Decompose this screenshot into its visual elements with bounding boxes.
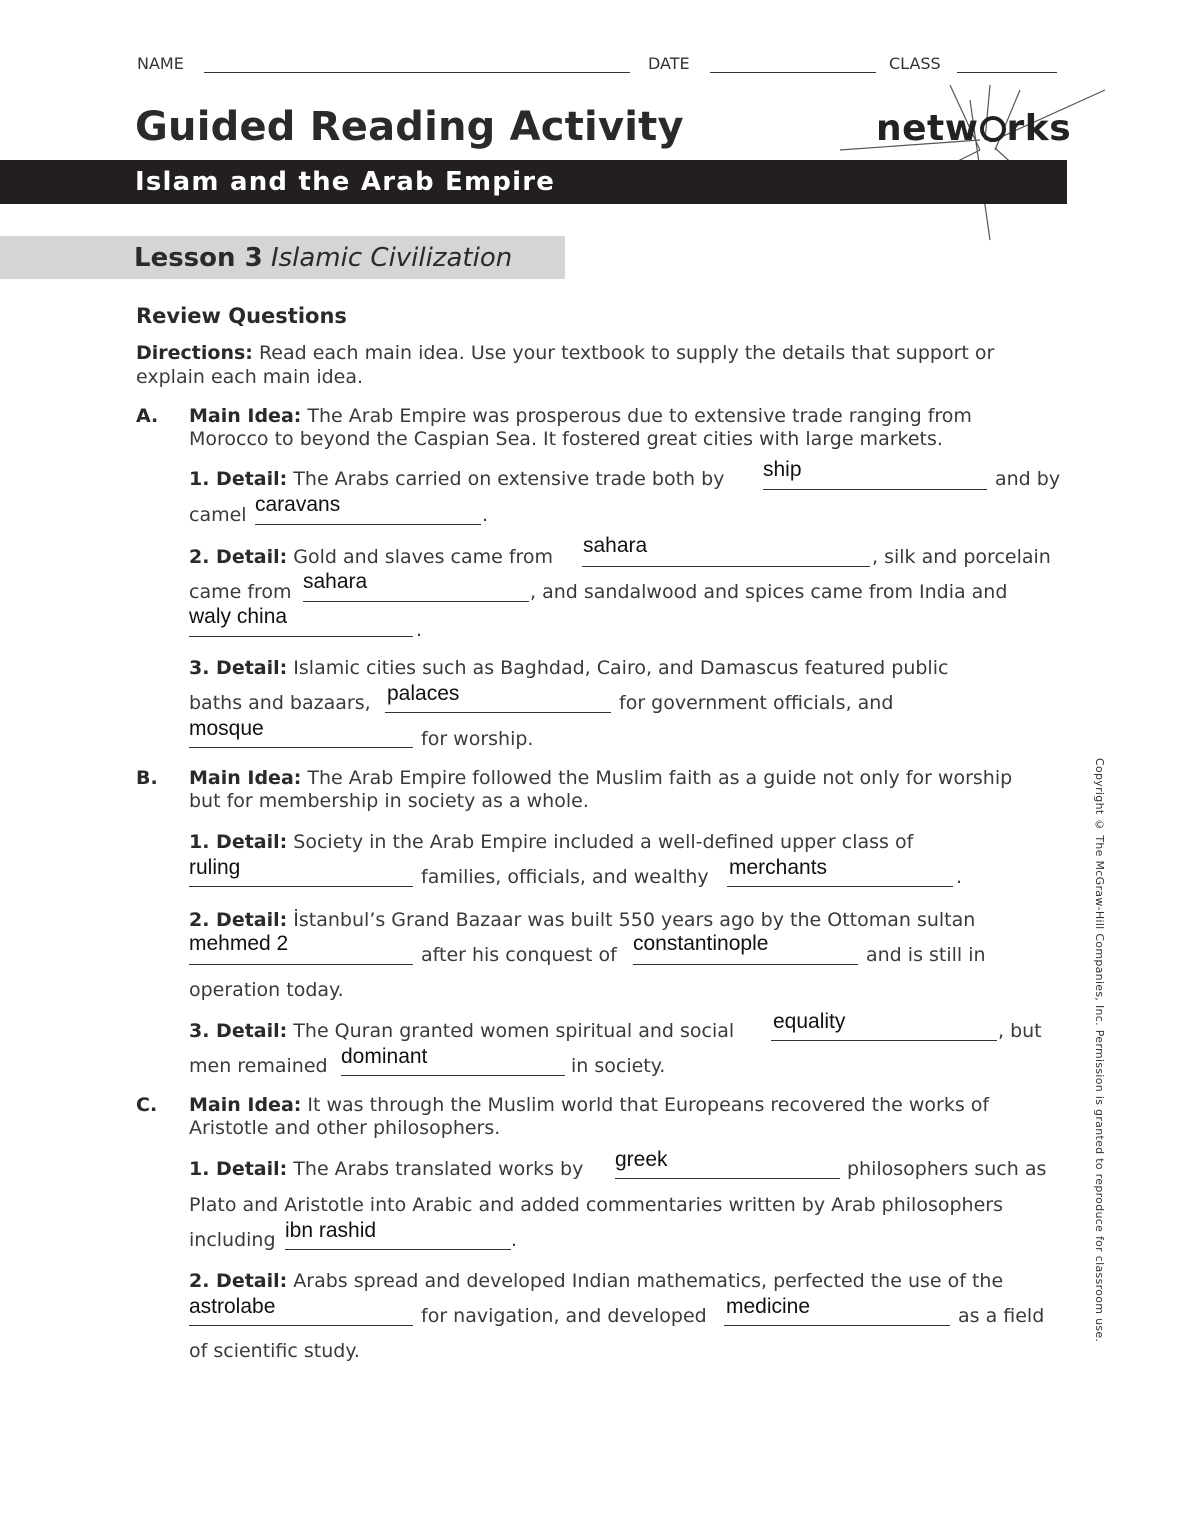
directions-line-2: explain each main idea. bbox=[136, 366, 364, 388]
answer-b2-1: mehmed 2 bbox=[189, 932, 289, 955]
detail-a2-text-4: , and sandalwood and spices came from India and bbox=[530, 581, 1008, 603]
detail-a1-text-2: and by bbox=[995, 468, 1061, 490]
answer-c2-1: astrolabe bbox=[189, 1295, 276, 1318]
detail-a1-text-4: . bbox=[482, 504, 489, 526]
detail-b3-text-4: in society. bbox=[571, 1055, 666, 1077]
answer-blank-a2-1[interactable] bbox=[582, 566, 870, 567]
detail-a1-line-1: 1. Detail: The Arabs carried on extensive trade both by bbox=[189, 468, 725, 490]
answer-blank-c1-1[interactable] bbox=[615, 1178, 840, 1179]
detail-c2-text-2: for navigation, and developed bbox=[421, 1305, 707, 1327]
section-letter-b: B. bbox=[136, 767, 158, 789]
answer-blank-c2-1[interactable] bbox=[189, 1325, 413, 1326]
detail-c1-line-1: 1. Detail: The Arabs translated works by bbox=[189, 1158, 584, 1180]
detail-a2-text-2: , silk and porcelain bbox=[872, 546, 1051, 568]
answer-a2-1: sahara bbox=[583, 534, 648, 557]
detail-b3-text-2: , but bbox=[998, 1020, 1042, 1042]
detail-c2-line-1: 2. Detail: Arabs spread and developed Indian mathematics, perfected the use of the bbox=[189, 1270, 1004, 1292]
main-idea-b-line-1: Main Idea: The Arab Empire followed the Muslim faith as a guide not only for worship bbox=[189, 767, 1013, 789]
main-idea-c-line-2: Aristotle and other philosophers. bbox=[189, 1117, 501, 1139]
answer-a2-2: sahara bbox=[303, 570, 368, 593]
answer-blank-c1-2[interactable] bbox=[285, 1249, 511, 1250]
detail-b1-text-2: families, officials, and wealthy bbox=[421, 866, 709, 888]
answer-c2-2: medicine bbox=[726, 1295, 811, 1318]
page-title: Guided Reading Activity bbox=[135, 104, 684, 150]
detail-b1-text-3: . bbox=[956, 866, 963, 888]
answer-a1-2: caravans bbox=[255, 493, 341, 516]
class-label: CLASS bbox=[889, 54, 941, 73]
answer-a3-1: palaces bbox=[387, 682, 460, 705]
answer-blank-a2-2[interactable] bbox=[303, 601, 529, 602]
detail-a3-text-3: for government officials, and bbox=[619, 692, 894, 714]
answer-blank-b2-2[interactable] bbox=[633, 964, 858, 965]
detail-a2-line-1: 2. Detail: Gold and slaves came from bbox=[189, 546, 554, 568]
detail-a2-text-3: came from bbox=[189, 581, 292, 603]
name-label: NAME bbox=[137, 54, 184, 73]
date-label: DATE bbox=[648, 54, 690, 73]
detail-b3-line-1: 3. Detail: The Quran granted women spiritual and social bbox=[189, 1020, 735, 1042]
section-letter-c: C. bbox=[136, 1094, 158, 1116]
answer-blank-b3-1[interactable] bbox=[771, 1040, 997, 1041]
name-field[interactable] bbox=[204, 72, 630, 73]
networks-logo: netw rks bbox=[876, 108, 1072, 149]
detail-c1-text-2: philosophers such as bbox=[847, 1158, 1047, 1180]
detail-b2-text-2: after his conquest of bbox=[421, 944, 617, 966]
detail-a3-line-1: 3. Detail: Islamic cities such as Baghdad, Cairo, and Damascus featured public bbox=[189, 657, 949, 679]
detail-c2-text-3: as a field bbox=[958, 1305, 1045, 1327]
answer-c1-1: greek bbox=[615, 1148, 668, 1171]
answer-blank-b1-1[interactable] bbox=[189, 886, 413, 887]
answer-a3-2: mosque bbox=[189, 717, 264, 740]
answer-blank-a3-1[interactable] bbox=[385, 712, 611, 713]
main-idea-c-line-1: Main Idea: It was through the Muslim world that Europeans recovered the works of bbox=[189, 1094, 990, 1116]
answer-b1-2: merchants bbox=[729, 856, 828, 879]
answer-b1-1: ruling bbox=[189, 856, 241, 879]
date-field[interactable] bbox=[710, 72, 876, 73]
main-idea-b-line-2: but for membership in society as a whole. bbox=[189, 790, 589, 812]
detail-a3-text-4: for worship. bbox=[421, 728, 534, 750]
section-title: Review Questions bbox=[136, 304, 347, 328]
answer-a1-1: ship bbox=[763, 458, 802, 481]
logo-globe-icon bbox=[980, 116, 1006, 142]
answer-a2-3: waly china bbox=[189, 605, 288, 628]
detail-a2-text-5: . bbox=[416, 619, 423, 641]
answer-b3-2: dominant bbox=[341, 1045, 428, 1068]
detail-c1-text-5: . bbox=[511, 1229, 518, 1251]
detail-c1-text-4: including bbox=[189, 1229, 276, 1251]
lesson-title: Lesson 3 Islamic Civilization bbox=[134, 243, 513, 273]
answer-blank-a3-2[interactable] bbox=[189, 747, 413, 748]
directions-line-1: Directions: Read each main idea. Use your textbook to supply the details that support or bbox=[136, 342, 995, 364]
answer-blank-a1-1[interactable] bbox=[763, 489, 987, 490]
detail-a1-text-3: camel bbox=[189, 504, 247, 526]
detail-b2-text-4: operation today. bbox=[189, 979, 344, 1001]
answer-blank-c2-2[interactable] bbox=[724, 1325, 950, 1326]
detail-a3-text-2: baths and bazaars, bbox=[189, 692, 371, 714]
section-letter-a: A. bbox=[136, 405, 159, 427]
answer-blank-a2-3[interactable] bbox=[189, 636, 413, 637]
class-field[interactable] bbox=[957, 72, 1057, 73]
answer-c1-2: ibn rashid bbox=[285, 1219, 377, 1242]
detail-b1-line-1: 1. Detail: Society in the Arab Empire included a well-defined upper class of bbox=[189, 831, 914, 853]
answer-blank-b3-2[interactable] bbox=[341, 1075, 565, 1076]
answer-b2-2: constantinople bbox=[633, 932, 769, 955]
main-idea-a-line-2: Morocco to beyond the Caspian Sea. It fostered great cities with large markets. bbox=[189, 428, 943, 450]
detail-b2-line-1: 2. Detail: İstanbul’s Grand Bazaar was built 550 years ago by the Ottoman sultan bbox=[189, 909, 976, 931]
answer-blank-b1-2[interactable] bbox=[727, 886, 953, 887]
main-idea-a-line-1: Main Idea: The Arab Empire was prosperous due to extensive trade ranging from bbox=[189, 405, 972, 427]
answer-blank-b2-1[interactable] bbox=[189, 964, 413, 965]
detail-b2-text-3: and is still in bbox=[866, 944, 986, 966]
answer-b3-1: equality bbox=[773, 1010, 846, 1033]
detail-b3-text-3: men remained bbox=[189, 1055, 328, 1077]
answer-blank-a1-2[interactable] bbox=[255, 524, 481, 525]
detail-c2-text-4: of scientific study. bbox=[189, 1340, 360, 1362]
detail-c1-text-3: Plato and Aristotle into Arabic and added commentaries written by Arab philosophers bbox=[189, 1194, 1003, 1216]
copyright-notice: Copyright © The McGraw-Hill Companies, Inc. Permission is granted to reproduce for classroom use. bbox=[1093, 758, 1106, 1343]
unit-title: Islam and the Arab Empire bbox=[135, 167, 556, 197]
